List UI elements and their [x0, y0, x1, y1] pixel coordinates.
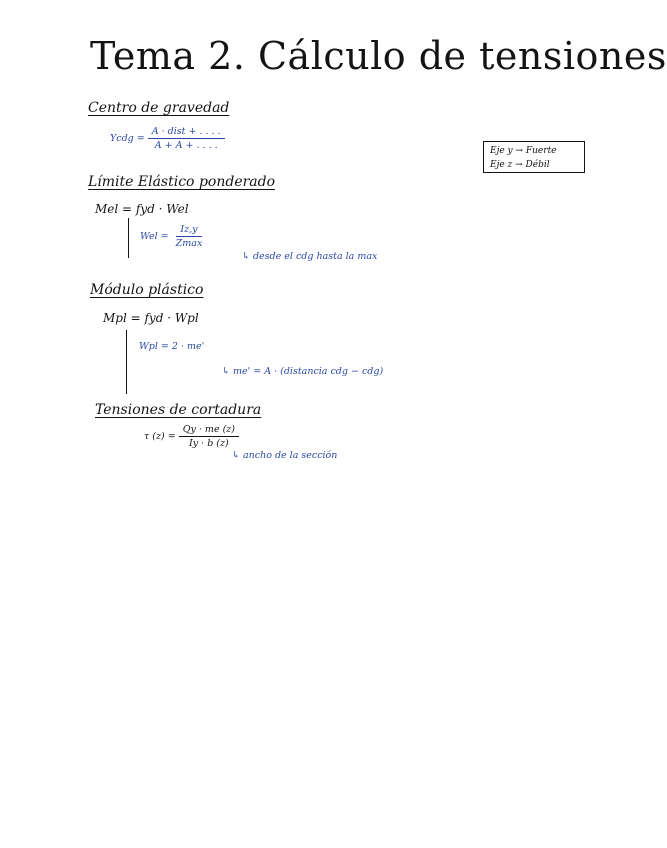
- centroid-numerator: A · dist + . . . .: [148, 126, 225, 139]
- centroid-formula: [110, 126, 225, 151]
- heading-elastic-part1: Límite Elástico: [88, 174, 195, 190]
- elastic-modulus-formula: [140, 224, 206, 249]
- heading-centroid: Centro de gravedad: [88, 100, 230, 116]
- bracket-line-plastic: [126, 330, 127, 394]
- heading-elastic: [88, 174, 275, 190]
- shear-lhs: τ (z) =: [144, 431, 176, 442]
- elastic-moment-formula: Mel = fyd · Wel: [95, 202, 189, 216]
- centroid-fraction: [148, 126, 225, 151]
- shear-note: ↳ ancho de la sección: [232, 450, 338, 461]
- elastic-w-fraction: [172, 224, 207, 249]
- shear-fraction: [179, 424, 239, 449]
- bracket-line-elastic: [128, 218, 129, 258]
- plastic-note: ↳ me' = A · (distancia cdg − cdg): [222, 366, 384, 377]
- elastic-note: ↳ desde el cdg hasta la max: [242, 251, 378, 262]
- elastic-w-denominator: Zmax: [175, 238, 203, 249]
- heading-elastic-part2: ponderado: [198, 174, 276, 190]
- plastic-modulus-formula: Wpl = 2 · me': [139, 341, 205, 352]
- elastic-w-lhs: Wel =: [140, 231, 169, 242]
- heading-shear: Tensiones de cortadura: [95, 402, 262, 418]
- centroid-lhs: Ycdg =: [110, 133, 145, 144]
- axes-box-line-strong: Eje y → Fuerte: [490, 146, 557, 156]
- shear-formula: [144, 424, 239, 449]
- page-title: Tema 2. Cálculo de tensiones: [90, 34, 667, 78]
- heading-plastic: Módulo plástico: [90, 282, 204, 298]
- centroid-denominator: A + A + . . . .: [154, 140, 218, 151]
- shear-numerator: Qy · me (z): [179, 424, 239, 437]
- axes-box-line-weak: Eje z → Débil: [490, 160, 550, 170]
- plastic-moment-formula: Mpl = fyd · Wpl: [103, 311, 199, 325]
- elastic-w-numerator: Iz,y: [176, 224, 201, 237]
- shear-denominator: Iy · b (z): [189, 438, 229, 449]
- axes-box: [483, 141, 585, 173]
